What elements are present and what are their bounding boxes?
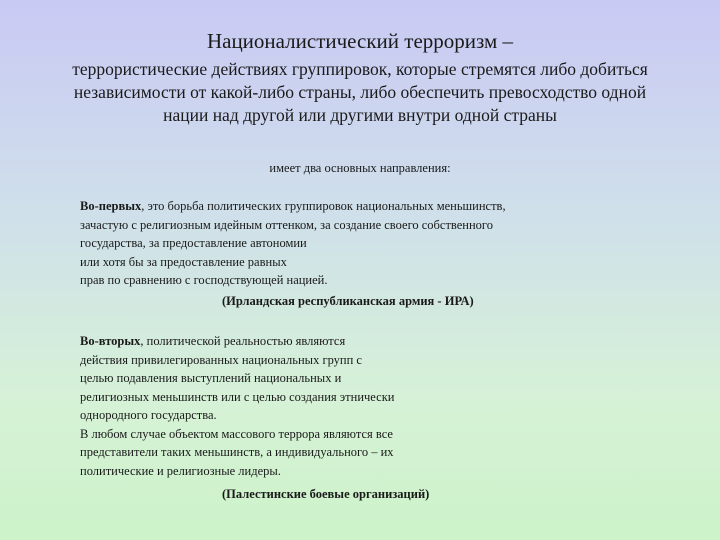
first-direction (80, 197, 680, 290)
second-direction-line: целью подавления выступлений национальных и (80, 371, 342, 385)
slide-title: Националистический терроризм – (206, 29, 514, 53)
first-direction-line: зачастую с религиозным идейным оттенком, за создание своего собственного (80, 217, 494, 232)
first-lead: Во-первых (80, 199, 142, 213)
second-direction-line: политические и религиозные лидеры. (80, 463, 281, 478)
second-direction-line: В любом случае объектом массового террора являются все (80, 426, 393, 441)
second-text: , политической реальностью являются (140, 334, 346, 348)
first-direction-line: государства, за предоставление автономии (80, 236, 307, 250)
first-direction-line (80, 197, 680, 216)
second-direction-line: однородного государства. (80, 408, 217, 422)
first-direction-line: или хотя бы за предоставление равных (80, 254, 287, 269)
first-text: , это борьба политических группировок национальных меньшинств, (141, 199, 506, 213)
second-direction-line (80, 332, 680, 351)
second-lead: Во-вторых (80, 334, 141, 348)
second-example: (Палестинские боевые организаций) (222, 487, 430, 501)
first-example: (Ирландская республиканская армия - ИРА) (222, 294, 474, 308)
intro-text: имеет два основных направления: (269, 161, 451, 175)
definition-line: независимости от какой-либо страны, либо обеспечить превосходство одной (73, 82, 647, 102)
second-direction-line: представители таких меньшинств, а индивидуального – их (80, 445, 394, 459)
definition (10, 58, 710, 127)
definition-line: террористические действиях группировок, которые стремятся либо добиться (72, 59, 648, 79)
definition-line: нации над другой или другими внутри одной страны (163, 105, 557, 125)
first-direction-line: прав по сравнению с господствующей нацией. (80, 273, 328, 287)
second-direction-line: религиозных меньшинств или с целью создания этнически (80, 389, 395, 404)
second-direction-line: действия привилегированных национальных групп с (80, 352, 362, 367)
second-direction (80, 332, 680, 480)
